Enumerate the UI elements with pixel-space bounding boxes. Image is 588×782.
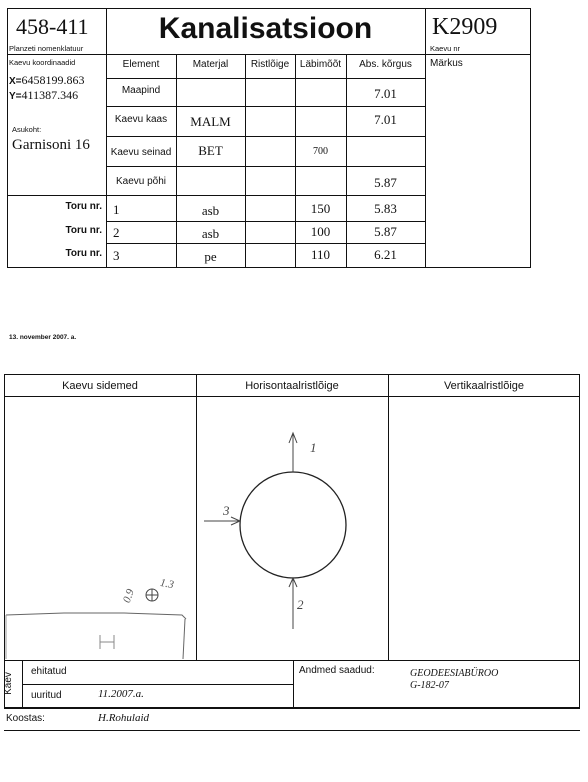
author-label: Koostas: xyxy=(6,713,45,724)
pipe-height: 5.87 xyxy=(374,224,397,239)
pipe-number: 2 xyxy=(113,225,120,240)
coord-y-value: 411387.346 xyxy=(21,88,79,102)
links-sketch xyxy=(4,397,196,660)
coord-y xyxy=(9,86,78,104)
pipe-material: pe xyxy=(204,249,217,264)
divider xyxy=(7,54,531,55)
page-title: Kanalisatsioon xyxy=(158,12,373,45)
wall-side xyxy=(183,619,185,659)
section-title-vertical: Vertikaalristlõige xyxy=(443,380,525,392)
planzet-number: 458-411 xyxy=(16,14,89,39)
divider xyxy=(245,54,246,268)
col-header-height: Abs. kõrgus xyxy=(359,59,412,70)
coord-y-prefix: Y= xyxy=(9,91,22,102)
row-material: BET xyxy=(198,143,223,158)
divider xyxy=(4,660,580,661)
divider xyxy=(4,730,580,731)
coords-label: Kaevu koordinaadid xyxy=(9,58,76,67)
data-from-code: G-182-07 xyxy=(410,680,449,691)
pipe-diameter: 150 xyxy=(310,201,331,216)
well-outline xyxy=(240,472,346,578)
horizontal-sketch xyxy=(196,397,388,660)
pipe-diameter: 100 xyxy=(310,224,331,239)
col-header-diameter: Läbimõõt xyxy=(299,59,342,70)
coord-x-value: 6458199.863 xyxy=(21,73,85,87)
divider xyxy=(293,660,294,708)
pipe-mark-1: 1 xyxy=(310,440,317,455)
side-note: 0.9 xyxy=(120,587,137,605)
surveyed-value: 11.2007.a. xyxy=(98,688,144,700)
row-element: Kaevu kaas xyxy=(114,114,168,125)
col-header-cross: Ristlõige xyxy=(250,59,290,70)
author-value: H.Rohulaid xyxy=(98,712,150,724)
wall-line xyxy=(6,613,186,619)
row-height: 7.01 xyxy=(374,112,397,127)
data-from-value: GEODEESIABÜROO xyxy=(410,668,499,679)
divider xyxy=(388,374,389,660)
col-header-material: Materjal xyxy=(192,59,229,70)
pipe-height: 6.21 xyxy=(374,247,397,262)
pipe-label: Toru nr. xyxy=(65,201,102,212)
built-label: ehitatud xyxy=(31,666,67,677)
divider xyxy=(7,195,425,196)
row-element: Maapind xyxy=(121,85,161,96)
section-title-horizontal: Horisontaalristlõige xyxy=(245,380,339,392)
pipe-diameter: 110 xyxy=(310,247,331,262)
planzet-label: Planzeti nomenklatuur xyxy=(9,44,84,53)
row-height: 7.01 xyxy=(374,86,397,101)
well-number: K2909 xyxy=(432,14,498,40)
divider xyxy=(425,8,426,268)
pipe-label: Toru nr. xyxy=(65,225,102,236)
row-diameter: 700 xyxy=(313,146,328,157)
divider xyxy=(106,166,425,167)
divider xyxy=(106,78,425,79)
divider xyxy=(106,243,425,244)
row-height: 5.87 xyxy=(374,175,397,190)
divider xyxy=(22,684,293,685)
pipe-material: asb xyxy=(201,226,220,241)
well-label: Kaev xyxy=(2,672,14,695)
pipe-number: 3 xyxy=(113,248,120,263)
location-value: Garnisoni 16 xyxy=(12,137,90,153)
section-title-links: Kaevu sidemed xyxy=(62,380,138,392)
row-element: Kaevu põhi xyxy=(115,176,167,187)
side-note-2: 1.3 xyxy=(159,576,175,592)
row-element: Kaevu seinad xyxy=(110,147,172,158)
coord-x-prefix: X= xyxy=(9,76,22,87)
pipe-material: asb xyxy=(201,203,220,218)
row-material: MALM xyxy=(190,114,231,129)
pipe-label: Toru nr. xyxy=(65,248,102,259)
divider xyxy=(4,708,580,709)
col-header-element: Element xyxy=(122,59,160,70)
pipe-height: 5.83 xyxy=(374,201,397,216)
surveyed-label: uuritud xyxy=(31,690,62,701)
divider xyxy=(106,106,425,107)
pipe-number: 1 xyxy=(113,202,120,217)
divider xyxy=(106,136,425,137)
remarks-header: Märkus xyxy=(430,58,463,69)
location-label: Asukoht: xyxy=(12,125,42,134)
pipe-mark-2: 2 xyxy=(297,597,304,612)
pipe-mark-3: 3 xyxy=(223,503,230,518)
divider xyxy=(106,221,425,222)
well-number-label: Kaevu nr xyxy=(430,44,461,53)
data-from-label: Andmed saadud: xyxy=(299,665,375,676)
divider xyxy=(106,8,107,268)
document-date: 13. november 2007. a. xyxy=(9,334,77,341)
